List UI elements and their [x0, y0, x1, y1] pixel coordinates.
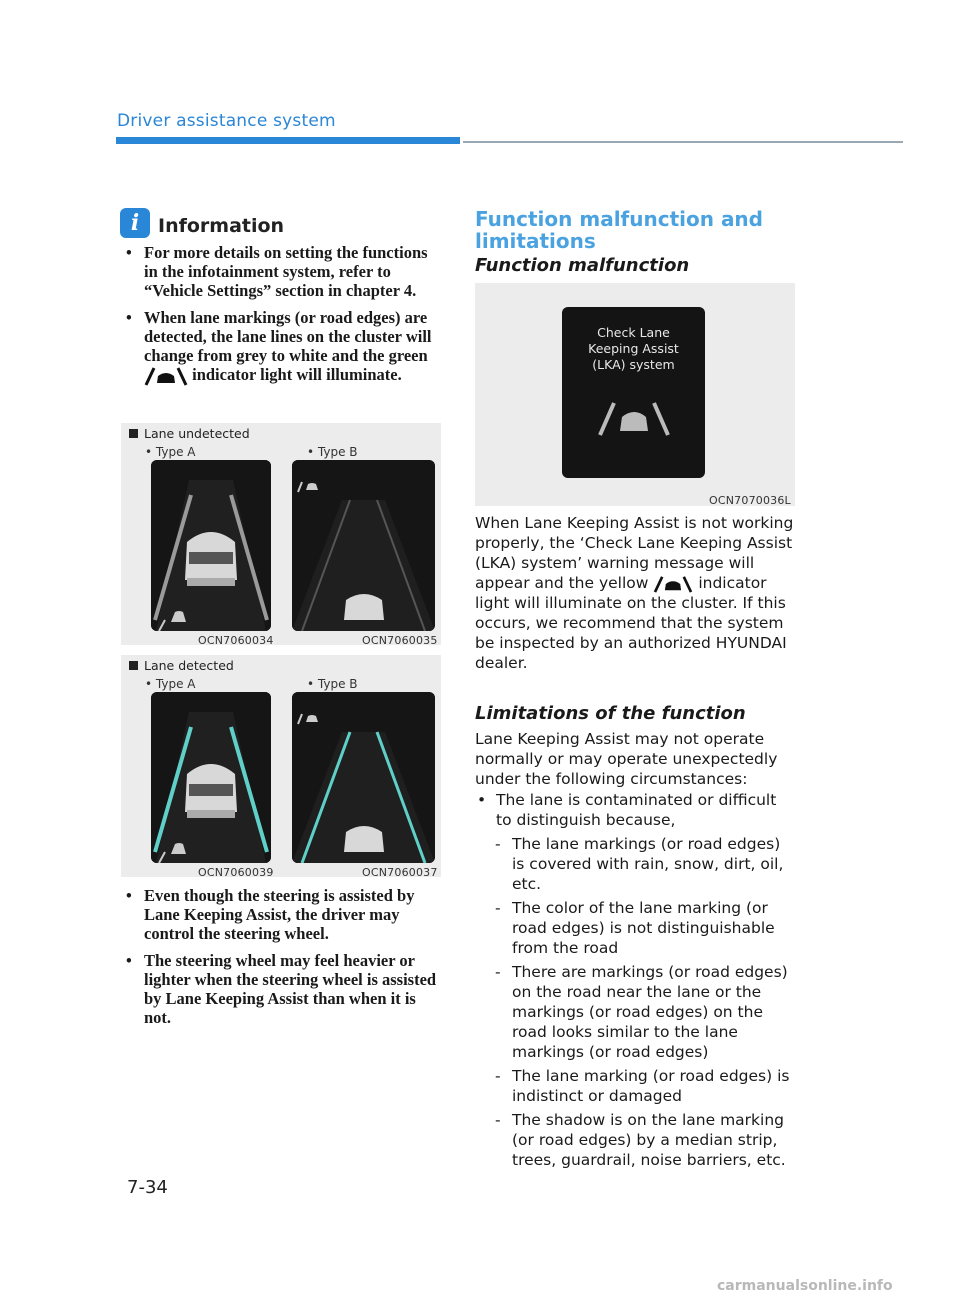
- detected-label-text: Lane detected: [144, 658, 234, 673]
- cluster-screen-detected-a: [151, 692, 271, 863]
- undetected-type-b-label: • Type B: [307, 445, 358, 459]
- figure-code-detected-b: OCN7060037: [362, 866, 438, 879]
- limitation-dash-3: - There are markings (or road edges) on the road near the lane or the markings (or road edges) on the road looks similar to the lane markings (or road edges): [475, 962, 795, 1062]
- detected-type-b-label: • Type B: [307, 677, 358, 691]
- figure-code-cluster: OCN7070036L: [709, 494, 791, 507]
- figure-undetected-label: [129, 426, 250, 441]
- lka-yellow-inline-icon: [653, 575, 693, 593]
- header-bar-accent: [116, 137, 460, 144]
- figure-code-undetected-a: OCN7060034: [198, 634, 274, 647]
- figure-code-undetected-b: OCN7060035: [362, 634, 438, 647]
- detected-type-a-label: • Type A: [145, 677, 196, 691]
- info-bullet-list-after: [124, 886, 444, 1035]
- page-number: 7-34: [127, 1177, 168, 1198]
- section-heading: Function malfunction and limitations: [475, 207, 763, 253]
- info-icon: i: [120, 208, 150, 238]
- cluster-screen-undetected-b: [292, 460, 435, 631]
- car-icon: [185, 764, 237, 818]
- lka-yellow-indicator-icon: [594, 397, 674, 437]
- figure-detected-label: [129, 658, 234, 673]
- car-icon: [185, 532, 237, 586]
- watermark: carmanualsonline.info: [717, 1278, 893, 1294]
- undetected-type-a-label: • Type A: [145, 445, 196, 459]
- cluster-warning-screen: [562, 307, 705, 478]
- limitation-dash-2: - The color of the lane marking (or road edges) is not distinguishable from the road: [475, 898, 795, 958]
- square-marker-icon: [129, 661, 138, 670]
- info-bullet-1: • For more details on setting the functions in the infotainment system, refer to “Vehicle Settings” section in chapter 4.: [124, 243, 444, 300]
- limitation-dash-4: - The lane marking (or road edges) is indistinct or damaged: [475, 1066, 795, 1106]
- undetected-label-text: Lane undetected: [144, 426, 250, 441]
- limitations-paragraph: Lane Keeping Assist may not operate normally or may operate unexpectedly under the following circumstances:: [475, 730, 778, 788]
- cluster-screen-undetected-a: [151, 460, 271, 631]
- info-bullet-2-text-b: indicator light will illuminate.: [192, 365, 402, 384]
- square-marker-icon: [129, 429, 138, 438]
- info-bullet-list: [124, 243, 444, 394]
- limitation-bullet-1: • The lane is contaminated or difficult to distinguish because,: [475, 790, 795, 830]
- cluster-warning-message: [562, 325, 705, 373]
- limitation-dash-5: - The shadow is on the lane marking (or road edges) by a median strip, trees, guardrail, noise barriers, etc.: [475, 1110, 795, 1170]
- subheading-malfunction: Function malfunction: [475, 255, 690, 276]
- malfunction-text-b: indicator light will illuminate on the cluster. If this occurs, we recommend that the system be inspected by an authorized HYUNDAI dealer.: [475, 574, 787, 672]
- info-title: Information: [158, 215, 285, 237]
- cluster-msg-line-1: Check Lane: [597, 325, 670, 340]
- limitation-dash-1: - The lane markings (or road edges) is covered with rain, snow, dirt, oil, etc.: [475, 834, 795, 894]
- info-bullet-2: [124, 308, 444, 386]
- lka-green-indicator-icon: [144, 366, 188, 386]
- info-bullet-2-text-a: When lane markings (or road edges) are detected, the lane lines on the cluster will change from grey to white and the green: [144, 308, 432, 365]
- cluster-msg-line-2: Keeping Assist: [588, 341, 679, 356]
- header-bar-rule: [463, 141, 903, 143]
- subheading-limitations: Limitations of the function: [475, 703, 746, 724]
- cluster-screen-detected-b: [292, 692, 435, 863]
- cluster-msg-line-3: (LKA) system: [592, 357, 675, 372]
- info-bullet-3: • Even though the steering is assisted by Lane Keeping Assist, the driver may control the steering wheel.: [124, 886, 444, 943]
- limitations-list: [475, 790, 795, 1170]
- malfunction-paragraph: [475, 513, 795, 673]
- figure-code-detected-a: OCN7060039: [198, 866, 274, 879]
- malfunction-text-a: When Lane Keeping Assist is not working properly, the ‘Check Lane Keeping Assist (LKA) system’ warning message will appear and the yellow: [475, 514, 794, 592]
- info-bullet-4: • The steering wheel may feel heavier or lighter when the steering wheel is assisted by Lane Keeping Assist than when it is not.: [124, 951, 444, 1027]
- section-title: Driver assistance system: [117, 111, 336, 131]
